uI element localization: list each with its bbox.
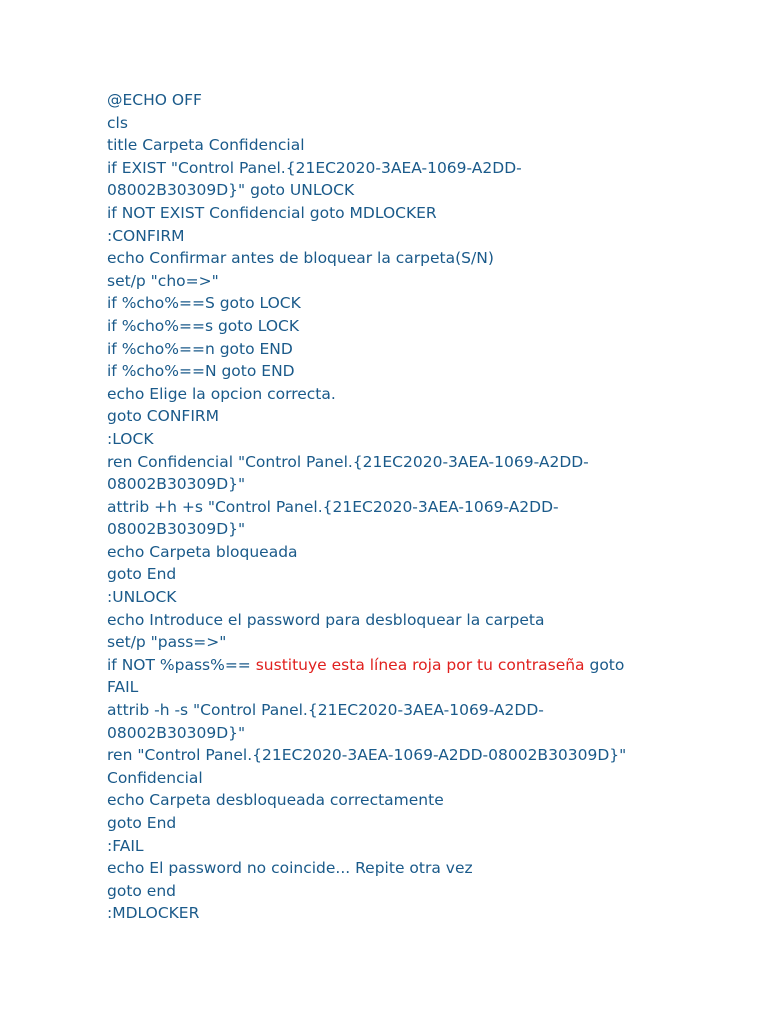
password-placeholder-highlight: sustituye esta línea roja por tu contraseña (255, 655, 585, 674)
code-line: :LOCK (107, 429, 154, 448)
code-line: :FAIL (107, 836, 144, 855)
code-line: if EXIST "Control Panel.{21EC2020-3AEA-1069-A2DD- (107, 158, 522, 177)
code-line: if %cho%==N goto END (107, 362, 295, 381)
code-line: if NOT EXIST Confidencial goto MDLOCKER (107, 203, 437, 222)
code-line: Confidencial (107, 768, 203, 787)
code-line: set/p "pass=>" (107, 633, 227, 652)
code-line: title Carpeta Confidencial (107, 136, 305, 155)
code-line: FAIL (107, 678, 139, 697)
code-line: 08002B30309D}" goto UNLOCK (107, 181, 355, 200)
code-line: echo Confirmar antes de bloquear la carpeta(S/N) (107, 249, 494, 268)
code-line: if %cho%==n goto END (107, 339, 293, 358)
code-line: :CONFIRM (107, 226, 185, 245)
code-line: cls (107, 113, 128, 132)
code-line: :MDLOCKER (107, 904, 200, 923)
code-line: 08002B30309D}" (107, 520, 246, 539)
code-line: echo Carpeta bloqueada (107, 542, 298, 561)
code-line: attrib -h -s "Control Panel.{21EC2020-3AEA-1069-A2DD- (107, 701, 544, 720)
code-line: 08002B30309D}" (107, 475, 246, 494)
code-line: attrib +h +s "Control Panel.{21EC2020-3AEA-1069-A2DD- (107, 497, 559, 516)
code-line: :UNLOCK (107, 588, 177, 607)
code-line: echo Introduce el password para desbloquear la carpeta (107, 610, 545, 629)
password-line-suffix: goto (584, 655, 625, 674)
code-line: if %cho%==S goto LOCK (107, 294, 301, 313)
code-line: goto CONFIRM (107, 407, 220, 426)
code-line: @ECHO OFF (107, 91, 202, 109)
code-line: 08002B30309D}" (107, 723, 246, 742)
code-line-password (107, 654, 667, 677)
document-page (107, 89, 667, 925)
code-line: set/p "cho=>" (107, 271, 219, 290)
code-line: echo El password no coincide... Repite otra vez (107, 859, 473, 878)
code-line: goto End (107, 565, 177, 584)
code-line: ren "Control Panel.{21EC2020-3AEA-1069-A2DD-08002B30309D}" (107, 746, 627, 765)
password-line-prefix: if NOT %pass%== (107, 655, 256, 674)
code-line: echo Carpeta desbloqueada correctamente (107, 791, 444, 810)
code-line: echo Elige la opcion correcta. (107, 384, 336, 403)
code-line: ren Confidencial "Control Panel.{21EC2020-3AEA-1069-A2DD- (107, 452, 589, 471)
code-line: if %cho%==s goto LOCK (107, 316, 300, 335)
code-line: goto end (107, 881, 177, 900)
code-line: goto End (107, 814, 177, 832)
